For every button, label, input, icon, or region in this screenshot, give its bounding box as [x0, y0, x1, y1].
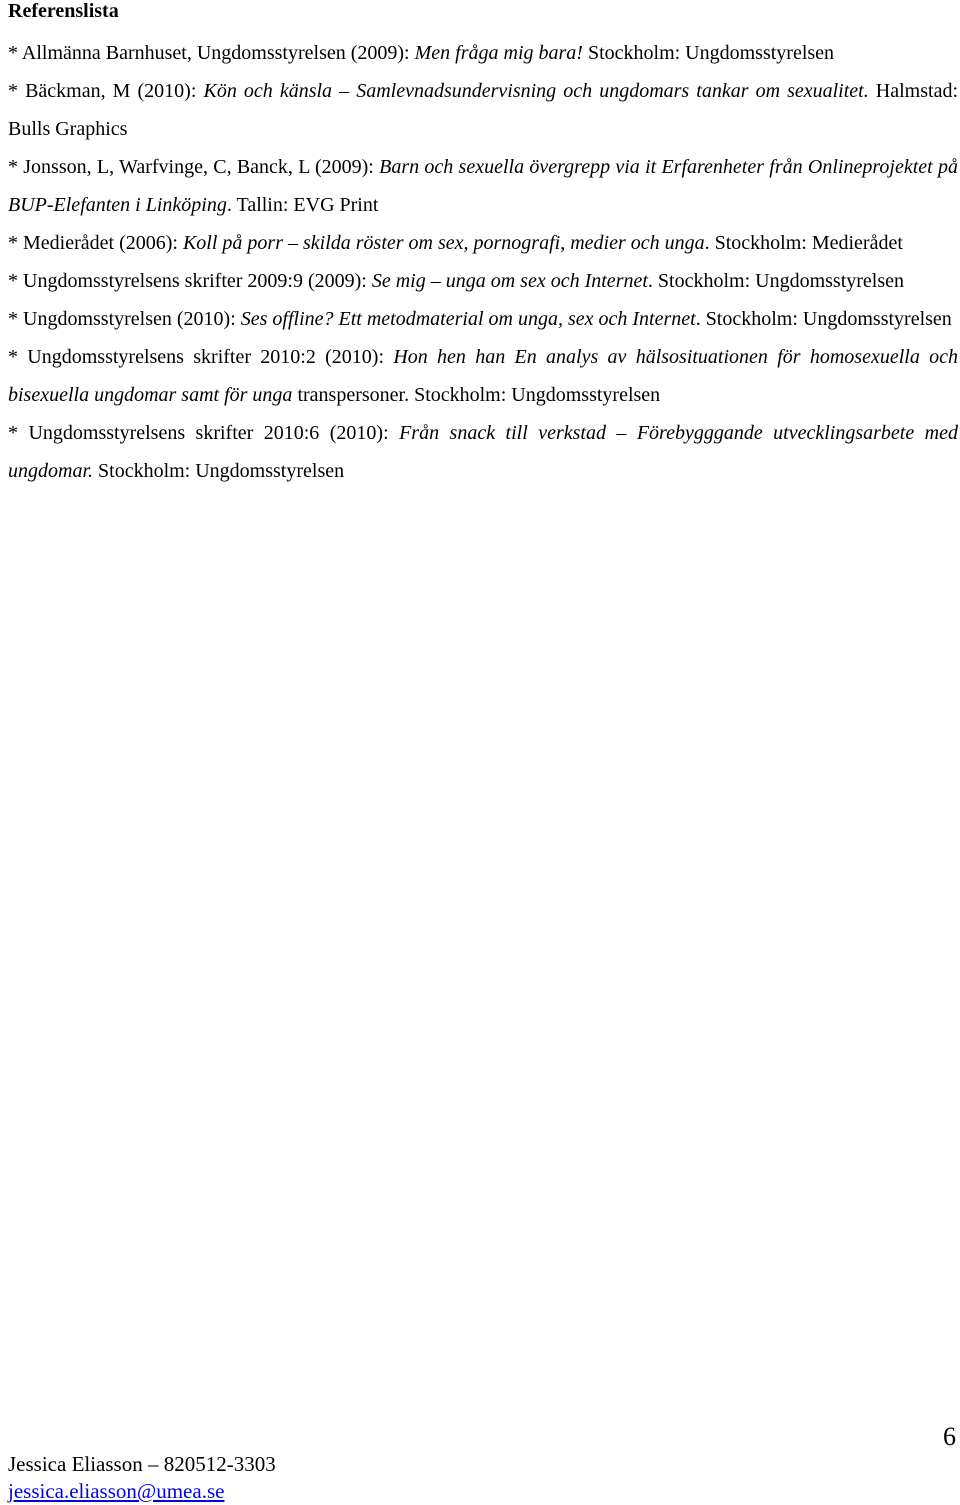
reference-title: Barn och sexuella övergrepp via it Erfarenheter från Onlineprojektet på BUP-Elefanten i Linköping — [8, 156, 958, 216]
reference-publisher: . Stockholm: Ungdomsstyrelsen — [647, 270, 905, 292]
reference-title: Men fråga mig bara! — [414, 42, 583, 64]
reference-publisher: . Stockholm: Ungdomsstyrelsen — [695, 308, 952, 330]
reference-publisher: . Stockholm: Medierådet — [704, 232, 903, 254]
reference-item — [8, 262, 958, 300]
reference-title: Ses offline? Ett metodmaterial om unga, sex och Internet — [240, 308, 696, 330]
reference-publisher: Stockholm: Ungdomsstyrelsen — [93, 460, 345, 482]
footer-author-line: Jessica Eliasson – 820512-3303 — [8, 1452, 276, 1476]
reference-authors: * Ungdomsstyrelsen (2010): — [8, 308, 241, 330]
reference-title: Från snack till verkstad – Förebygggande utvecklingsarbete med ungdomar. — [8, 422, 959, 482]
reference-title: Se mig – unga om sex och Internet — [371, 270, 648, 292]
reference-item — [8, 338, 958, 414]
reference-title: Hon hen han En analys av hälsosituationen för homosexuella och bisexuella ungdomar samt för unga — [8, 346, 958, 406]
page-footer — [8, 1451, 276, 1505]
reference-item — [8, 414, 958, 490]
reference-authors: * Bäckman, M (2010): — [8, 80, 204, 102]
reference-authors: * Allmänna Barnhuset, Ungdomsstyrelsen (2009): — [8, 42, 415, 64]
reference-item — [8, 34, 958, 72]
reference-item — [8, 224, 958, 262]
reference-item — [8, 148, 958, 224]
page-number: 6 — [943, 1422, 956, 1451]
reference-authors: * Medierådet (2006): — [8, 232, 183, 254]
reference-publisher: transpersoner. Stockholm: Ungdomsstyrelsen — [292, 384, 661, 406]
page-heading: Referenslista — [8, 0, 119, 22]
document-page — [8, 0, 958, 490]
footer-email-link[interactable]: jessica.eliasson@umea.se — [8, 1479, 225, 1503]
reference-item — [8, 72, 958, 148]
reference-publisher: Stockholm: Ungdomsstyrelsen — [582, 42, 835, 64]
reference-publisher: . Tallin: EVG Print — [226, 194, 379, 216]
reference-authors: * Jonsson, L, Warfvinge, C, Banck, L (2009): — [8, 156, 380, 178]
reference-authors: * Ungdomsstyrelsens skrifter 2009:9 (2009): — [8, 270, 372, 292]
reference-item — [8, 300, 958, 338]
reference-title: Koll på porr – skilda röster om sex, pornografi, medier och unga — [182, 232, 705, 254]
reference-authors: * Ungdomsstyrelsens skrifter 2010:6 (2010): — [8, 422, 400, 444]
reference-authors: * Ungdomsstyrelsens skrifter 2010:2 (2010): — [8, 346, 394, 368]
reference-publisher: Halmstad: Bulls Graphics — [8, 80, 959, 140]
reference-title: Kön och känsla – Samlevnadsundervisning och ungdomars tankar om sexualitet. — [203, 80, 869, 102]
reference-list — [8, 34, 958, 490]
